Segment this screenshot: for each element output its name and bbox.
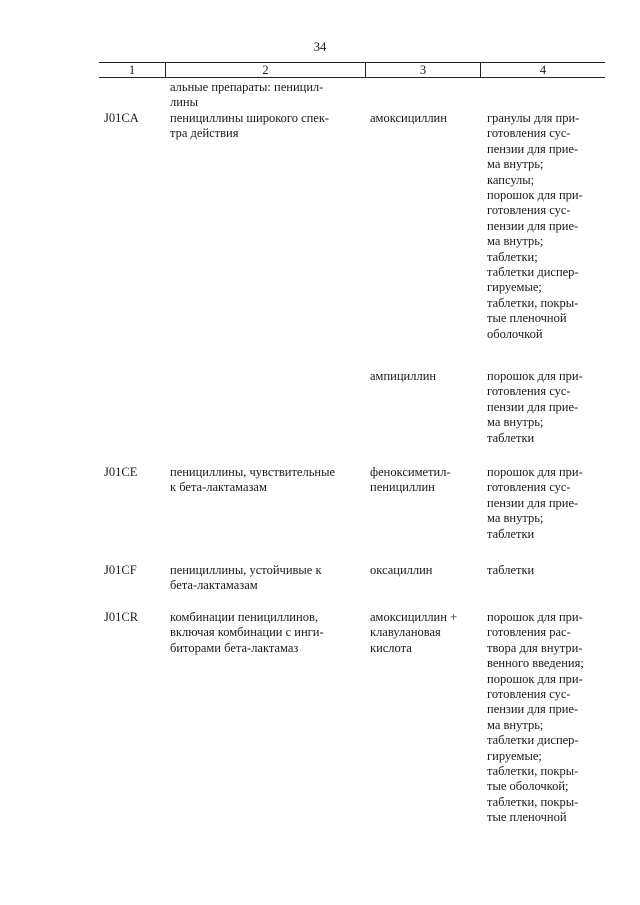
text-line: тра действия bbox=[170, 126, 239, 141]
text-line: пенициллин bbox=[370, 480, 435, 495]
text-line: ма внутрь; bbox=[487, 717, 544, 732]
text-line: порошок для при- bbox=[487, 671, 583, 686]
drug-name bbox=[370, 369, 480, 384]
text-line: порошок для при- bbox=[487, 369, 583, 383]
text-line: пенициллины, чувствительные bbox=[170, 465, 336, 479]
text-line: таблетки; bbox=[487, 249, 538, 264]
text-line: к бета-лактамазам bbox=[170, 480, 267, 495]
dosage-forms bbox=[487, 369, 597, 446]
text-line: таблетки, покры- bbox=[487, 764, 579, 779]
text-line: оболочкой bbox=[487, 326, 543, 341]
text-line: феноксиметил- bbox=[370, 465, 451, 479]
atc-code: J01CE bbox=[104, 465, 138, 479]
text-line: оксациллин bbox=[370, 563, 433, 577]
page-number: 34 bbox=[313, 40, 327, 54]
text-line: готовления рас- bbox=[487, 625, 571, 640]
text-line: гируемые; bbox=[487, 280, 542, 295]
text-line: готовления сус- bbox=[487, 480, 571, 495]
text-line: пензии для прие- bbox=[487, 702, 579, 717]
text-line: пензии для прие- bbox=[487, 141, 579, 156]
header-col-3: 3 bbox=[419, 63, 427, 77]
text-line: альные препараты: пеницил- bbox=[170, 80, 324, 94]
atc-code: J01CF bbox=[104, 563, 137, 577]
group-name bbox=[170, 610, 360, 656]
text-line: амоксициллин bbox=[370, 111, 447, 125]
text-line: капсулы; bbox=[487, 172, 535, 187]
text-line: готовления сус- bbox=[487, 687, 571, 702]
text-line: таблетки bbox=[487, 526, 535, 541]
text-line: пензии для прие- bbox=[487, 399, 579, 414]
text-line: таблетки bbox=[487, 430, 535, 445]
text-line: включая комбинации с инги- bbox=[170, 625, 324, 640]
text-line: таблетки, покры- bbox=[487, 794, 579, 809]
header-col-4: 4 bbox=[539, 63, 547, 77]
text-line: таблетки диспер- bbox=[487, 733, 579, 748]
group-name bbox=[170, 465, 360, 496]
text-line: твора для внутри- bbox=[487, 640, 583, 655]
dosage-forms bbox=[487, 111, 597, 342]
text-line: клавулановая bbox=[370, 625, 441, 640]
text-line: комбинации пенициллинов, bbox=[170, 610, 318, 624]
text-line: пенициллины, устойчивые к bbox=[170, 563, 322, 577]
text-line: ампициллин bbox=[370, 369, 437, 383]
group-name bbox=[170, 563, 360, 594]
text-line: амоксициллин + bbox=[370, 610, 458, 624]
text-line: готовления сус- bbox=[487, 126, 571, 141]
text-line: таблетки bbox=[487, 563, 535, 577]
atc-code: J01CR bbox=[104, 610, 139, 624]
text-line: ма внутрь; bbox=[487, 157, 544, 172]
text-line: лины bbox=[170, 95, 199, 110]
text-line: гранулы для при- bbox=[487, 111, 580, 125]
drug-name bbox=[370, 111, 480, 126]
text-line: бета-лактамазам bbox=[170, 578, 258, 593]
text-line: готовления сус- bbox=[487, 203, 571, 218]
text-line: ма внутрь; bbox=[487, 415, 544, 430]
continuation-text bbox=[170, 80, 360, 111]
dosage-forms bbox=[487, 563, 597, 578]
text-line: биторами бета-лактамаз bbox=[170, 640, 299, 655]
text-line: пенициллины широкого спек- bbox=[170, 111, 330, 125]
text-line: таблетки, покры- bbox=[487, 295, 579, 310]
group-name bbox=[170, 111, 360, 142]
drug-name bbox=[370, 465, 480, 496]
text-line: таблетки диспер- bbox=[487, 265, 579, 280]
atc-code: J01CA bbox=[104, 111, 139, 125]
text-line: тые оболочкой; bbox=[487, 779, 569, 794]
text-line: гируемые; bbox=[487, 748, 542, 763]
drug-name bbox=[370, 563, 480, 578]
text-line: порошок для при- bbox=[487, 188, 583, 203]
text-line: тые пленочной bbox=[487, 810, 567, 825]
text-line: тые пленочной bbox=[487, 311, 567, 326]
text-line: порошок для при- bbox=[487, 610, 583, 624]
drug-name bbox=[370, 610, 480, 656]
dosage-forms bbox=[487, 610, 597, 826]
dosage-forms bbox=[487, 465, 597, 542]
header-col-1: 1 bbox=[128, 63, 136, 77]
table-header-row bbox=[99, 62, 605, 78]
text-line: готовления сус- bbox=[487, 384, 571, 399]
text-line: кислота bbox=[370, 640, 412, 655]
text-line: пензии для прие- bbox=[487, 495, 579, 510]
text-line: порошок для при- bbox=[487, 465, 583, 479]
text-line: пензии для прие- bbox=[487, 218, 579, 233]
text-line: венного введения; bbox=[487, 656, 584, 671]
header-col-2: 2 bbox=[262, 63, 269, 77]
text-line: ма внутрь; bbox=[487, 234, 544, 249]
text-line: ма внутрь; bbox=[487, 511, 544, 526]
